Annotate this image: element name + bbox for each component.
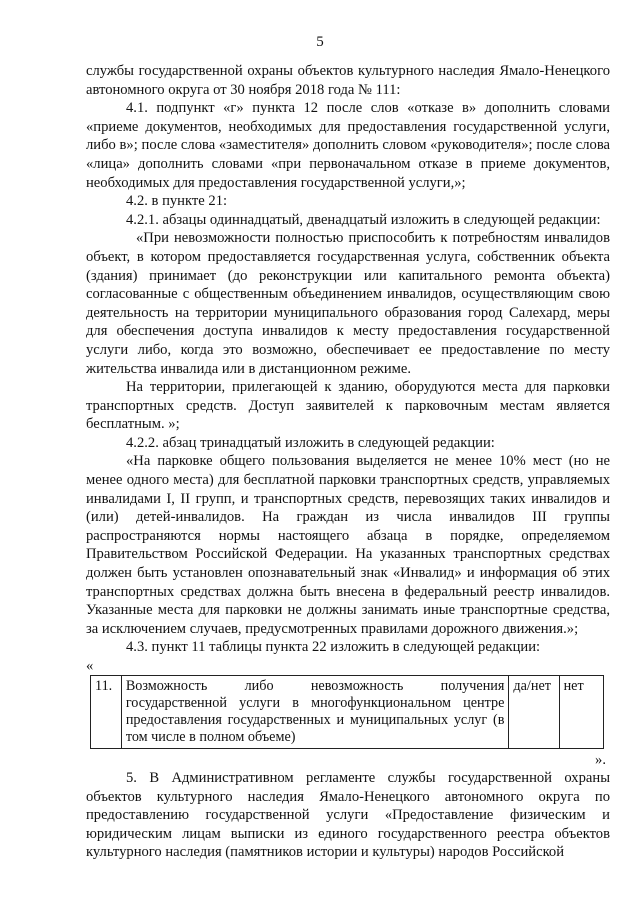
paragraph: службы государственной охраны объектов культурного наследия Ямало-Ненецкого автономного округа от 30 ноября 2018 года № 111: bbox=[86, 63, 610, 98]
amendment-table bbox=[90, 675, 604, 749]
paragraph: 4.2.2. абзац тринадцатый изложить в следующей редакции: bbox=[126, 434, 495, 451]
document-body bbox=[86, 62, 610, 862]
paragraph: 5. В Административном регламенте службы государственной охраны объектов культурного наследия Ямало-Ненецкого автономного округа по предоставлению государственной услуги «Предоставление физическим и юридическим лицам выписки из единого государственного реестра объектов культурного наследия (памятников истории и культуры) народов Российской bbox=[86, 770, 610, 861]
page-number: 5 bbox=[316, 34, 324, 50]
quoted-paragraph: «При невозможности полностью приспособить к потребностям инвалидов объект, в котором предоставляется государственная услуга, собственник объекта (здания) принимает (до реконструкции или капитального ремонта объекта) согласованные с общественным объединением инвалидов, осуществляющим свою деятельность на территории муниципального образования город Салехард, меры для обеспечения доступа инвалидов к месту предоставления государственной услуги либо, когда это возможно, обеспечивает ее предоставление по месту жительства инвалида или в дистанционном режиме. bbox=[86, 230, 610, 377]
paragraph: 4.2. в пункте 21: bbox=[126, 193, 228, 210]
quoted-paragraph: «На парковке общего пользования выделяется не менее 10% мест (но не менее одного места) для бесплатной парковки транспортных средств, управляемых инвалидами I, II групп, и транспортных средств, перевозящих таких инвалидов и (или) детей-инвалидов. На граждан из числа инвалидов III группы распространяются нормы настоящего абзаца в порядке, определяемом Правительством Российской Федерации. На указанных транспортных средствах должен быть установлен опознавательный знак «Инвалид» и информация об этих транспортных средствах должна быть внесена в федеральный реестр инвалидов. Указанные места для парковки не должны занимать иные транспортные средства, за исключением случаев, предусмотренных правилами дорожного движения.»; bbox=[86, 453, 610, 637]
table-cell-number: 11. bbox=[91, 676, 122, 749]
table-close-quote: ». bbox=[595, 752, 606, 768]
table-open-quote: « bbox=[86, 658, 94, 674]
paragraph: 4.3. пункт 11 таблицы пункта 22 изложить в следующей редакции: bbox=[126, 639, 541, 656]
table-cell-no: нет bbox=[559, 676, 603, 749]
table-cell-yes-no: да/нет bbox=[509, 676, 559, 749]
table-row bbox=[91, 676, 604, 749]
quoted-paragraph: На территории, прилегающей к зданию, оборудуются места для парковки транспортных средств. Доступ заявителей к парковочным местам является бесплатным. »; bbox=[86, 379, 610, 433]
table-cell-text: Возможность либо невозможность получения государственной услуги в многофункциональном центре предоставления государственных и муниципальных услуг (в том числе в полном объеме) bbox=[121, 676, 509, 749]
paragraph: 4.2.1. абзацы одиннадцатый, двенадцатый изложить в следующей редакции: bbox=[126, 211, 601, 228]
paragraph: 4.1. подпункт «г» пункта 12 после слов «отказе в» дополнить словами «приеме документов, необходимых для предоставления государственной услуги, либо в»; после слова «заместителя» дополнить словом «руководителя»; после слова «лица» дополнить словами «при первоначальном отказе в приеме документов, необходимых для предоставления государственной услуги,»; bbox=[86, 100, 610, 191]
